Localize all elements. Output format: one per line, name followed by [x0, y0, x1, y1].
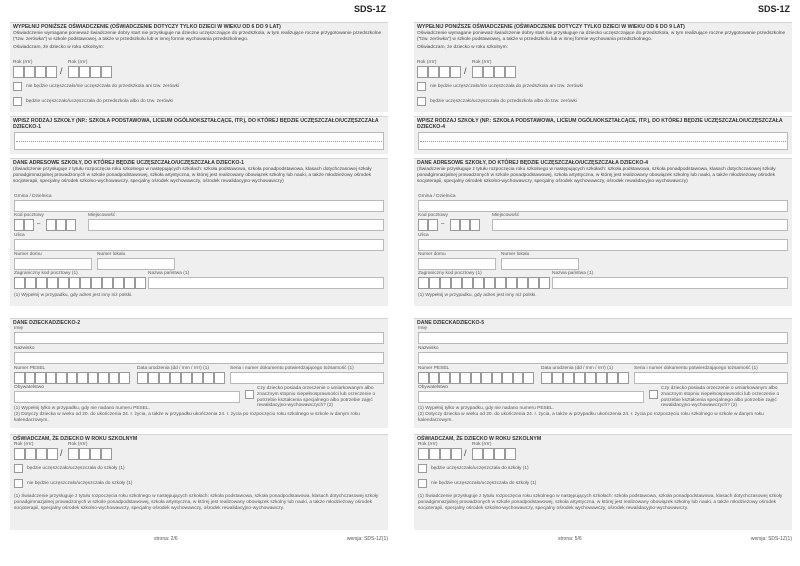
country-input[interactable] [148, 277, 384, 289]
foreign-postal-cell-3[interactable] [36, 277, 47, 289]
att-year-to-digit-1[interactable] [68, 448, 79, 460]
foreign-postal-cell-5[interactable] [462, 277, 473, 289]
postal-digit-1[interactable] [14, 219, 24, 231]
house-number-label: Numer domu [418, 252, 446, 257]
preschool-checkbox[interactable] [417, 97, 426, 106]
postal-digit-3[interactable] [450, 219, 460, 231]
form-id: SDS-1Z [757, 4, 790, 14]
postal-digit-2[interactable] [24, 219, 34, 231]
declaration-title: WYPEŁNIJ PONIŻSZE OŚWIADCZENIE (OŚWIADCZENIE DOTYCZY TYLKO DZIECI W WIEKU OD 6 DO 9 LAT) [417, 24, 685, 30]
pesel-digit-10[interactable] [109, 372, 120, 384]
foreign-postal-cell-1[interactable] [418, 277, 429, 289]
wont-attend-label: nie będzie uczęszczało/uczęszczała do szkoły (1) [431, 481, 537, 486]
att-year-from-digit-1[interactable] [418, 448, 429, 460]
att-year-from-digit-2[interactable] [25, 448, 36, 460]
postal-digit-4[interactable] [460, 219, 470, 231]
will-attend-label: będzie uczęszczało/uczęszczała do szkoły (1) [431, 466, 529, 471]
foreign-postal-cell-6[interactable] [473, 277, 484, 289]
pesel-digit-9[interactable] [98, 372, 109, 384]
foreign-postal-cell-5[interactable] [58, 277, 69, 289]
not-preschool-checkbox[interactable] [13, 82, 22, 91]
country-label: Nazwa państwa (1) [552, 271, 594, 276]
house-number-label: Numer domu [14, 252, 42, 257]
year-to-digit-1[interactable] [472, 66, 483, 78]
pesel-digit-2[interactable] [25, 372, 36, 384]
pesel-digit-6[interactable] [67, 372, 78, 384]
year-to-digit-1[interactable] [68, 66, 79, 78]
pesel-digit-9[interactable] [502, 372, 513, 384]
declaration-text: Oświadczenie wymagane ponieważ świadczenie dobry start nie przysługuje na dziecko uczęszczające do przedszkola, w tym realizujące roczne przygotowanie przedszkolne ("tzw. zerówka") w szkole podstawowej, a także w przedszkolu lub w innej formie wychowania przedszkolnego. [417, 31, 786, 42]
postal-digit-2[interactable] [428, 219, 438, 231]
pesel-digit-11[interactable] [119, 372, 130, 384]
id-doc-label: Seria i numer dokumentu potwierdzającego tożsamość (1) [230, 366, 354, 371]
last-name-label: Nazwisko [418, 346, 439, 351]
gmina-label: Gmina / Dzielnica [14, 194, 52, 199]
will-attend-checkbox[interactable] [418, 464, 427, 473]
child-data-child: DZIECKO-5 [456, 320, 485, 326]
school-type-title: WPISZ RODZAJ SZKOŁY (NP.: SZKOŁA PODSTAWOWA, LICEUM OGÓLNOKSZTAŁCĄCE, ITP.), DO KTÓREJ BĘDZIE UCZĘSZCZAŁO/UCZĘSZCZAŁA [417, 118, 783, 124]
first-name-label: Imię [14, 326, 24, 331]
wont-attend-checkbox[interactable] [418, 479, 427, 488]
first-name-input[interactable] [14, 332, 384, 344]
citizenship-label: Obywatelstwo [14, 385, 44, 390]
last-name-input[interactable] [14, 352, 384, 364]
year-to-digit-2[interactable] [483, 66, 494, 78]
birth-month-digit-1[interactable] [159, 372, 170, 384]
postal-digit-4[interactable] [56, 219, 66, 231]
year-from-label: Rok (rrrr) [417, 60, 437, 65]
school-address-child: DZIECKO-1 [216, 160, 245, 166]
foreign-postal-cell-12[interactable] [135, 277, 146, 289]
citizenship-input[interactable] [418, 391, 644, 403]
school-type-child: DZIECKO-1 [13, 124, 41, 131]
id-doc-input[interactable] [230, 372, 384, 384]
year-to-label: Rok (rrrr) [472, 60, 492, 65]
year-from-digit-3[interactable] [439, 66, 450, 78]
year-from-digit-4[interactable] [450, 66, 461, 78]
foreign-postal-cell-4[interactable] [47, 277, 58, 289]
birth-year-digit-2[interactable] [596, 372, 607, 384]
school-year-label: Oświadczam, że dziecko w roku szkolnym: [417, 44, 508, 50]
school-address-title: DANE ADRESOWE SZKOŁY, DO KTÓREJ BĘDZIE UCZĘSZCZAŁO/UCZĘSZCZAŁA [13, 160, 215, 166]
att-year-to-digit-4[interactable] [101, 448, 112, 460]
country-input[interactable] [552, 277, 788, 289]
year-slash: / [60, 66, 63, 76]
will-attend-label: będzie uczęszczało/uczęszczała do szkoły (1) [27, 466, 125, 471]
gmina-label: Gmina / Dzielnica [418, 194, 456, 199]
postal-digit-3[interactable] [46, 219, 56, 231]
postal-digit-1[interactable] [418, 219, 428, 231]
school-type-guide-line [420, 141, 786, 142]
att-year-from-digit-3[interactable] [36, 448, 47, 460]
att-year-from-label: Rok (rrrr) [14, 442, 34, 447]
form-id: SDS-1Z [353, 4, 386, 14]
year-from-label: Rok (rrrr) [13, 60, 33, 65]
flat-number-input[interactable] [97, 258, 175, 270]
wont-attend-checkbox[interactable] [14, 479, 23, 488]
first-name-label: Imię [418, 326, 428, 331]
year-to-digit-4[interactable] [505, 66, 516, 78]
preschool-label: będzie uczęszczało/uczęszczała do przedszkola albo do tzw. zerówki [430, 99, 577, 104]
att-year-from-digit-2[interactable] [429, 448, 440, 460]
not-preschool-label: nie będzie uczęszczało/nie uczęszczała do przedszkola ani tzw. zerówki [26, 84, 180, 89]
att-year-to-digit-2[interactable] [483, 448, 494, 460]
foreign-postal-cell-11[interactable] [528, 277, 539, 289]
birth-year-digit-1[interactable] [585, 372, 596, 384]
att-year-from-digit-1[interactable] [14, 448, 25, 460]
foreign-postal-cell-2[interactable] [429, 277, 440, 289]
foreign-postal-cell-8[interactable] [91, 277, 102, 289]
year-from-digit-4[interactable] [46, 66, 57, 78]
foreign-postal-cell-3[interactable] [440, 277, 451, 289]
pesel-digit-1[interactable] [418, 372, 429, 384]
form-page-right [408, 0, 796, 566]
att-year-slash: / [464, 448, 467, 458]
school-address-title: DANE ADRESOWE SZKOŁY, DO KTÓREJ BĘDZIE UCZĘSZCZAŁO/UCZĘSZCZAŁA [417, 160, 619, 166]
birth-day-digit-2[interactable] [148, 372, 159, 384]
school-address-text: (Świadczenie przysługuje z tytułu rozpoczęcia roku szkolnego w następujących szkołach: szkoła podstawowa, szkoła ponadpodstawowa, klasach dotychczasowej szkoły ponadgimnazjalnej prowadzonych w szkole ponadpodstawowej, szkoła artystyczna, w której jest realizowany obowiązek szkolny lub nauki, a także młodzieżowy ośrodek socjoterapii, specjalny ośrodek szkolno-wychowawczy, specjalny ośrodek wychowawczy, ośrodek rewalidacyjno-wychowawczy) [417, 167, 776, 184]
pesel-digit-3[interactable] [439, 372, 450, 384]
disability-question: Czy dziecko posiada orzeczenie o umiarkowanym albo znacznym stopniu niepełnosprawności lub orzeczenie o potrzebie kształcenia specjalnego albo potrzebie zajęć rewalidacyjno-wychowawczych? (2) [257, 386, 376, 409]
pesel-note: (1) Wypełnij tylko w przypadku, gdy nie nadano numeru PESEL. [418, 406, 554, 411]
year-from-digit-2[interactable] [428, 66, 439, 78]
will-attend-checkbox[interactable] [14, 464, 23, 473]
att-year-to-label: Rok (rrrr) [68, 442, 88, 447]
pesel-digit-6[interactable] [471, 372, 482, 384]
child-data-child: DZIECKO-2 [52, 320, 81, 326]
school-type-child: DZIECKO-4 [417, 124, 445, 131]
foreign-address-note: (1) Wypełnij w przypadku, gdy adres jest inny niż polski. [418, 293, 537, 298]
locality-label: Miejscowość [88, 213, 116, 218]
year-from-digit-3[interactable] [35, 66, 46, 78]
pesel-digit-1[interactable] [14, 372, 25, 384]
declaration-title: WYPEŁNIJ PONIŻSZE OŚWIADCZENIE (OŚWIADCZENIE DOTYCZY TYLKO DZIECI W WIEKU OD 6 DO 9 LAT) [13, 24, 281, 30]
attendance-title: OŚWIADCZAM, ŻE DZIECKO W ROKU SZKOLNYM [13, 436, 138, 442]
wont-attend-label: nie będzie uczęszczało/uczęszczała do szkoły (1) [27, 481, 133, 486]
last-name-input[interactable] [418, 352, 788, 364]
disability-checkbox[interactable] [245, 390, 254, 399]
pesel-digit-10[interactable] [513, 372, 524, 384]
flat-number-label: Numer lokalu [501, 252, 530, 257]
att-year-to-digit-3[interactable] [494, 448, 505, 460]
att-year-slash: / [60, 448, 63, 458]
page-number: strona: 5/6 [558, 536, 582, 542]
street-label: Ulica [418, 233, 429, 238]
foreign-address-note: (1) Wypełnij w przypadku, gdy adres jest inny niż polski. [14, 293, 133, 298]
pesel-digit-4[interactable] [46, 372, 57, 384]
postal-dash: – [441, 221, 445, 227]
birth-year-digit-3[interactable] [607, 372, 618, 384]
pesel-digit-7[interactable] [481, 372, 492, 384]
disability-question: Czy dziecko posiada orzeczenie o umiarkowanym albo znacznym stopniu niepełnosprawności lub orzeczenie o potrzebie kształcenia specjalnego albo potrzebie zajęć rewalidacyjno-wychowawczych? (2) [661, 386, 780, 409]
gmina-input[interactable] [418, 200, 788, 212]
id-doc-input[interactable] [634, 372, 788, 384]
att-year-from-label: Rok (rrrr) [418, 442, 438, 447]
foreign-postal-label: Zagraniczny kod pocztowy (1) [14, 271, 78, 276]
house-number-input[interactable] [14, 258, 92, 270]
postal-digit-5[interactable] [66, 219, 76, 231]
school-type-title: WPISZ RODZAJ SZKOŁY (NP.: SZKOŁA PODSTAWOWA, LICEUM OGÓLNOKSZTAŁCĄCE, ITP.), DO KTÓREJ BĘDZIE UCZĘSZCZAŁO/UCZĘSZCZAŁA [13, 118, 379, 124]
birth-month-digit-2[interactable] [170, 372, 181, 384]
preschool-label: będzie uczęszczało/uczęszczała do przedszkola albo do tzw. zerówki [26, 99, 173, 104]
year-to-digit-2[interactable] [79, 66, 90, 78]
id-doc-label: Seria i numer dokumentu potwierdzającego tożsamość (1) [634, 366, 758, 371]
year-from-digit-1[interactable] [417, 66, 428, 78]
pesel-label: Numer PESEL [14, 366, 46, 371]
country-label: Nazwa państwa (1) [148, 271, 190, 276]
foreign-postal-cell-11[interactable] [124, 277, 135, 289]
pesel-digit-7[interactable] [77, 372, 88, 384]
att-year-from-digit-4[interactable] [47, 448, 58, 460]
flat-number-input[interactable] [501, 258, 579, 270]
attendance-title: OŚWIADCZAM, ŻE DZIECKO W ROKU SZKOLNYM [417, 436, 542, 442]
foreign-postal-cell-4[interactable] [451, 277, 462, 289]
birth-day-digit-1[interactable] [541, 372, 552, 384]
school-year-label: Oświadczam, że dziecko w roku szkolnym: [13, 44, 104, 50]
citizenship-input[interactable] [14, 391, 240, 403]
child-data-title: DANE DZIECKA [13, 320, 53, 326]
first-name-input[interactable] [418, 332, 788, 344]
year-to-digit-4[interactable] [101, 66, 112, 78]
birth-year-digit-4[interactable] [618, 372, 629, 384]
pesel-digit-5[interactable] [460, 372, 471, 384]
not-preschool-label: nie będzie uczęszczało/nie uczęszczała do przedszkola ani tzw. zerówki [430, 84, 584, 89]
postal-dash: – [37, 221, 41, 227]
foreign-postal-label: Zagraniczny kod pocztowy (1) [418, 271, 482, 276]
gmina-input[interactable] [14, 200, 384, 212]
flat-number-label: Numer lokalu [97, 252, 126, 257]
year-from-digit-1[interactable] [13, 66, 24, 78]
child-data-title: DANE DZIECKA [417, 320, 457, 326]
form-version: wersja: SDS-1Z(1) [750, 536, 792, 542]
pesel-digit-3[interactable] [35, 372, 46, 384]
house-number-input[interactable] [418, 258, 496, 270]
foreign-postal-cell-7[interactable] [484, 277, 495, 289]
pesel-digit-8[interactable] [492, 372, 503, 384]
birth-year-digit-1[interactable] [181, 372, 192, 384]
final-note: (1) Świadczenie przysługuje z tytułu rozpoczęcia roku szkolnego w następujących szkołach: szkoła podstawowa, szkoła ponadpodstawowa, klasach dotychczasowej szkoły ponadgimnazjalnej prowadzonych w szkole ponadpodstawowej, szkoła artystyczna, w której jest realizowany obowiązek szkolny lub nauki, a także młodzieżowy ośrodek socjoterapii, specjalny ośrodek szkolno-wychowawczy, specjalny ośrodek wychowawczy, ośrodek rewalidacyjno-wychowawczy. [418, 494, 783, 511]
foreign-postal-cell-1[interactable] [14, 277, 25, 289]
foreign-postal-cell-9[interactable] [506, 277, 517, 289]
birth-day-digit-1[interactable] [137, 372, 148, 384]
birth-month-digit-2[interactable] [574, 372, 585, 384]
birth-date-label: Data urodzenia (dd / mm / rrrr) (1) [541, 366, 613, 371]
year-to-digit-3[interactable] [494, 66, 505, 78]
postal-digit-5[interactable] [470, 219, 480, 231]
birth-year-digit-2[interactable] [192, 372, 203, 384]
preschool-checkbox[interactable] [13, 97, 22, 106]
pesel-digit-2[interactable] [429, 372, 440, 384]
citizenship-label: Obywatelstwo [418, 385, 448, 390]
foreign-postal-cell-6[interactable] [69, 277, 80, 289]
foreign-postal-cell-12[interactable] [539, 277, 550, 289]
birth-date-label: Data urodzenia (dd / mm / rrrr) (1) [137, 366, 209, 371]
school-address-text: (Świadczenie przysługuje z tytułu rozpoczęcia roku szkolnego w następujących szkołach: szkoła podstawowa, szkoła ponadpodstawowa, klasach dotychczasowej szkoły ponadgimnazjalnej prowadzonych w szkole ponadpodstawowej, szkoła artystyczna, w której jest realizowany obowiązek szkolny lub nauki, a także młodzieżowy ośrodek socjoterapii, specjalny ośrodek szkolno-wychowawczy, specjalny ośrodek wychowawczy, ośrodek rewalidacyjno-wychowawczy) [13, 167, 372, 184]
age-note: (2) Dotyczy dziecka w wieku od 20. do ukończenia 24. r. życia, a także w przypadku ukończenia 24. r. życia po rozpoczęciu roku szkolnego w szkole w danym roku kalendarzowym. [418, 412, 764, 423]
postal-code-label: Kod pocztowy [14, 213, 44, 218]
street-input[interactable] [14, 239, 384, 251]
att-year-to-label: Rok (rrrr) [472, 442, 492, 447]
not-preschool-checkbox[interactable] [417, 82, 426, 91]
pesel-label: Numer PESEL [418, 366, 450, 371]
birth-year-digit-3[interactable] [203, 372, 214, 384]
locality-input[interactable] [88, 219, 384, 231]
last-name-label: Nazwisko [14, 346, 35, 351]
birth-day-digit-2[interactable] [552, 372, 563, 384]
final-note: (1) Świadczenie przysługuje z tytułu rozpoczęcia roku szkolnego w następujących szkołach: szkoła podstawowa, szkoła ponadpodstawowa, klasach dotychczasowej szkoły ponadgimnazjalnej prowadzonych w szkole ponadpodstawowej, szkoła artystyczna, w której jest realizowany obowiązek szkolny lub nauki, a także młodzieżowy ośrodek socjoterapii, specjalny ośrodek szkolno-wychowawczy, specjalny ośrodek wychowawczy, ośrodek rewalidacyjno-wychowawczy. [14, 494, 379, 511]
birth-year-digit-4[interactable] [214, 372, 225, 384]
pesel-note: (1) Wypełnij tylko w przypadku, gdy nie nadano numeru PESEL. [14, 406, 150, 411]
school-address-child: DZIECKO-4 [620, 160, 649, 166]
att-year-to-digit-4[interactable] [505, 448, 516, 460]
birth-month-digit-1[interactable] [563, 372, 574, 384]
postal-code-label: Kod pocztowy [418, 213, 448, 218]
att-year-to-digit-1[interactable] [472, 448, 483, 460]
pesel-digit-5[interactable] [56, 372, 67, 384]
pesel-digit-8[interactable] [88, 372, 99, 384]
foreign-postal-cell-7[interactable] [80, 277, 91, 289]
disability-checkbox[interactable] [649, 390, 658, 399]
form-page-left [4, 0, 392, 566]
street-label: Ulica [14, 233, 25, 238]
foreign-postal-cell-8[interactable] [495, 277, 506, 289]
form-version: wersja: SDS-1Z(1) [346, 536, 388, 542]
street-input[interactable] [418, 239, 788, 251]
age-note: (2) Dotyczy dziecka w wieku od 20. do ukończenia 24. r. życia, a także w przypadku ukończenia 24. r. życia po rozpoczęciu roku szkolnego w szkole w danym roku kalendarzowym. [14, 412, 360, 423]
year-slash: / [464, 66, 467, 76]
declaration-text: Oświadczenie wymagane ponieważ świadczenie dobry start nie przysługuje na dziecko uczęszczające do przedszkola, w tym realizujące roczne przygotowanie przedszkolne ("tzw. zerówka") w szkole podstawowej, a także w przedszkolu lub w innej formie wychowania przedszkolnego. [13, 31, 382, 42]
year-to-label: Rok (rrrr) [68, 60, 88, 65]
pesel-digit-11[interactable] [523, 372, 534, 384]
att-year-from-digit-4[interactable] [451, 448, 462, 460]
att-year-from-digit-3[interactable] [440, 448, 451, 460]
locality-label: Miejscowość [492, 213, 520, 218]
school-type-guide-line [16, 141, 382, 142]
year-to-digit-3[interactable] [90, 66, 101, 78]
foreign-postal-cell-2[interactable] [25, 277, 36, 289]
foreign-postal-cell-10[interactable] [517, 277, 528, 289]
att-year-to-digit-2[interactable] [79, 448, 90, 460]
page-number: strona: 2/6 [154, 536, 178, 542]
foreign-postal-cell-9[interactable] [102, 277, 113, 289]
foreign-postal-cell-10[interactable] [113, 277, 124, 289]
year-from-digit-2[interactable] [24, 66, 35, 78]
pesel-digit-4[interactable] [450, 372, 461, 384]
locality-input[interactable] [492, 219, 788, 231]
att-year-to-digit-3[interactable] [90, 448, 101, 460]
